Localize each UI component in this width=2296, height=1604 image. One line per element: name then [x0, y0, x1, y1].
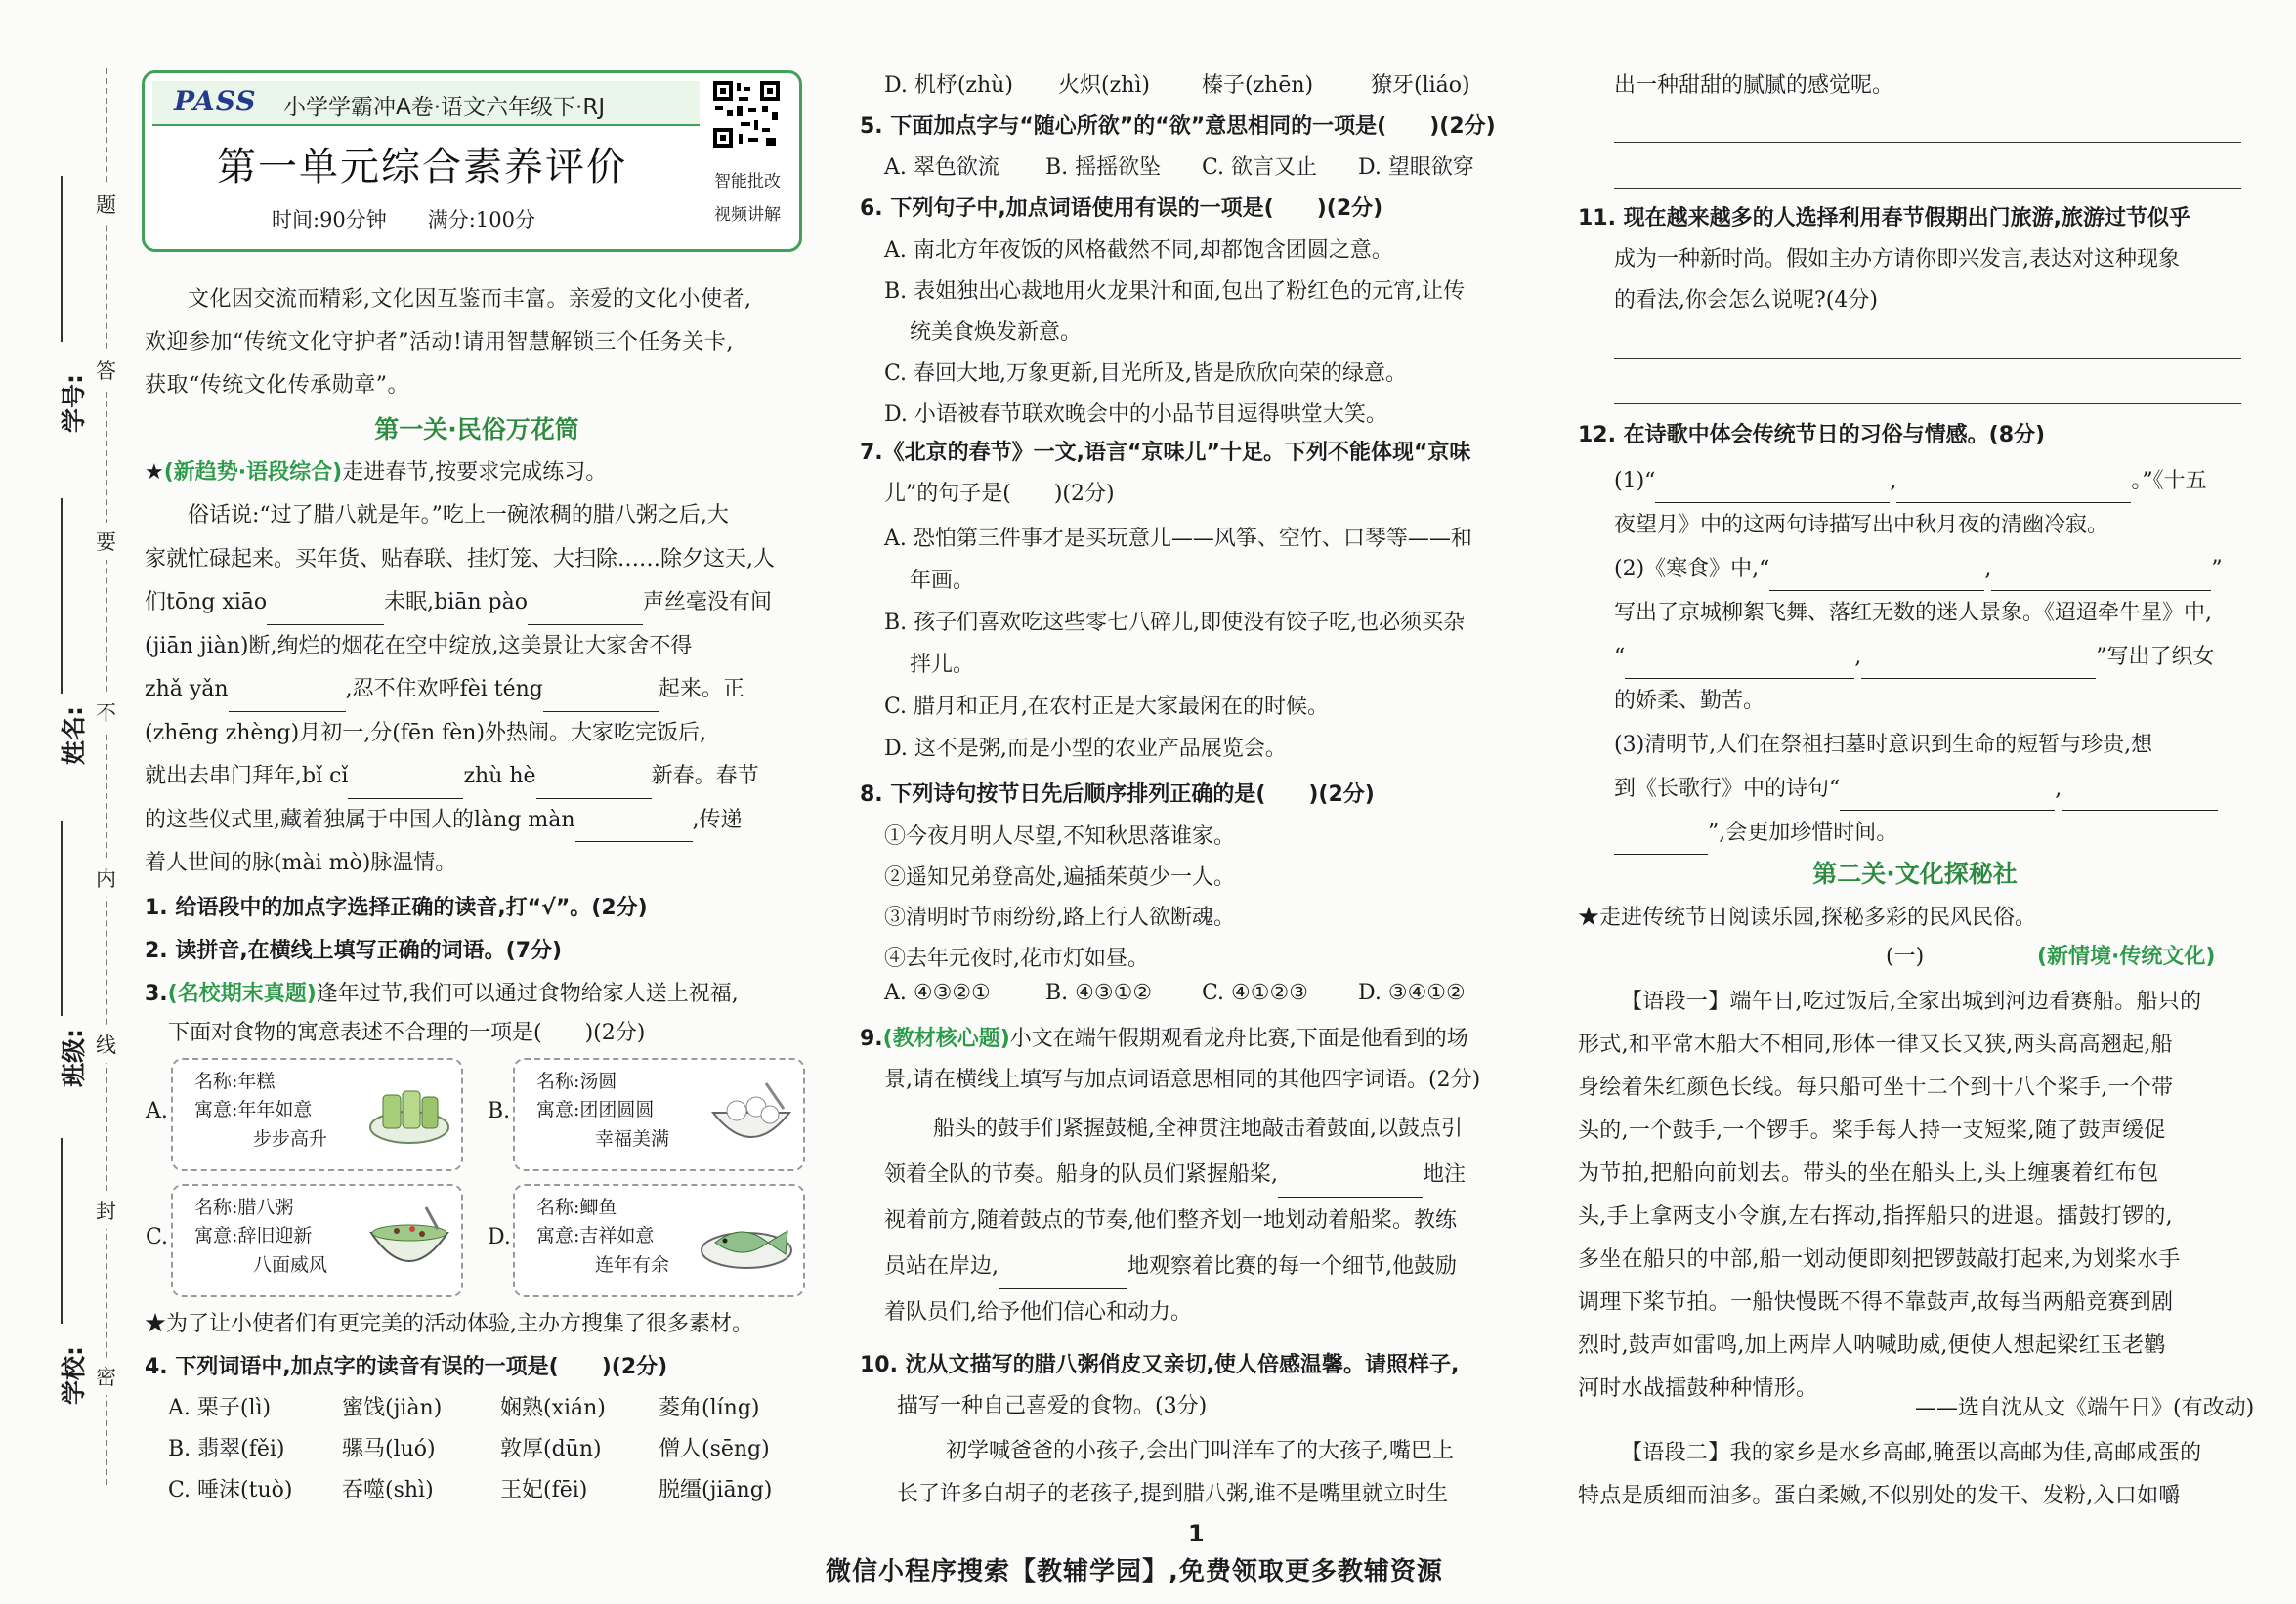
school-line	[61, 1138, 63, 1324]
passage-line: 【语段一】端午日,吃过饭后,全家出城到河边看赛船。船只的	[1621, 990, 2202, 1014]
option[interactable]: C. 腊月和正月,在农村正是大家最闲在的时候。	[884, 695, 1330, 719]
option[interactable]: A. 栗子(lì)	[168, 1396, 272, 1420]
exam-score: 满分:100分	[427, 208, 535, 232]
passage-line: 多坐在船只的中部,船一划动便即刻把锣鼓敲打起来,为划桨水手	[1578, 1247, 2181, 1272]
exam-header	[142, 70, 802, 252]
fold-char: 题	[96, 186, 116, 223]
school-label: 学校:	[60, 1346, 88, 1405]
option[interactable]: 骡马(luó)	[342, 1437, 436, 1461]
fold-char: 线	[96, 1026, 116, 1063]
option-letter: A.	[146, 1099, 168, 1123]
continued-text: 出一种甜甜的腻腻的感觉呢。	[1614, 73, 1894, 98]
option[interactable]: C. ④①②③	[1202, 981, 1308, 1005]
option[interactable]: B. 摇摇欲坠	[1045, 155, 1162, 180]
question-7: 7.《北京的春节》一文,语言“京味儿”十足。下列不能体现“京味	[860, 441, 1471, 465]
reading-passage-2	[1578, 1432, 2252, 1518]
question-12: 12. 在诗歌中体会传统节日的习俗与情感。(8分)	[1578, 423, 2046, 447]
question-4: 4. 下列词语中,加点字的读音有误的一项是( )(2分)	[145, 1355, 668, 1379]
qr-code-icon	[711, 79, 782, 149]
fold-char: 内	[96, 860, 116, 897]
question-7-options	[884, 518, 1529, 770]
option[interactable]: 王妃(fēi)	[500, 1478, 588, 1502]
option[interactable]: B. 翡翠(fěi)	[168, 1437, 285, 1461]
option[interactable]: D. 机杼(zhù)	[884, 73, 1013, 98]
passage-source: ——选自沈从文《端午日》(有改动)	[1915, 1396, 2255, 1420]
passage-line: 形式,和平常木船大不相同,形体一律又长又狭,两头高高翘起,船	[1578, 1033, 2173, 1057]
option[interactable]: 脱缰(jiāng)	[659, 1478, 773, 1502]
binding-margin	[0, 0, 137, 1604]
answer-line[interactable]	[1614, 403, 2241, 404]
option-letter: D.	[488, 1225, 511, 1249]
tangyuan-icon	[707, 1074, 795, 1152]
q12-2: (2)《寒食》中,“ , ”	[1614, 547, 2249, 591]
q12-2-cont: 的娇柔、勤苦。	[1614, 689, 1765, 713]
option[interactable]: D. 这不是粥,而是小型的农业产品展览会。	[884, 737, 1287, 761]
fold-char: 答	[96, 352, 116, 389]
fold-char: 封	[96, 1192, 116, 1229]
question-12-body	[1614, 459, 2249, 855]
fold-char: 要	[96, 523, 116, 560]
laba-porridge-icon	[365, 1200, 453, 1278]
passage-line: 们tōng xiāo 未眠,biān pào 声丝毫没有间	[145, 581, 809, 625]
page-number: 1	[1188, 1520, 1205, 1547]
q12-2b: “ , ”写出了织女	[1614, 635, 2249, 679]
passage-line: 视着前方,随着鼓点的节奏,他们整齐划一地划动着船桨。教练	[884, 1208, 1457, 1233]
option[interactable]: 娴熟(xián)	[500, 1396, 606, 1420]
task-intro: ★走进传统节日阅读乐园,探秘多彩的民风民俗。	[1578, 906, 2036, 930]
fill-blank[interactable]	[2062, 810, 2218, 811]
q12-1-cont: 夜望月》中的这两句诗描写出中秋月夜的清幽冷寂。	[1614, 513, 2109, 537]
intro-line: 获取“传统文化传承勋章”。	[145, 373, 409, 398]
option-card[interactable]	[488, 1058, 805, 1171]
passage-line: 【语段二】我的家乡是水乡高邮,腌蛋以高邮为佳,高邮咸蛋的	[1621, 1441, 2202, 1465]
passage-line: 员站在岸边, 地观察着比赛的每一个细节,他鼓励	[884, 1244, 1529, 1289]
section-title: 第二关·文化探秘社	[1812, 860, 2018, 888]
passage-line: 河时水战擂鼓种种情形。	[1578, 1376, 1818, 1401]
option[interactable]: D. 望眼欲穿	[1358, 155, 1474, 180]
option[interactable]: A. ④③②①	[884, 981, 991, 1005]
student-id-label: 学号:	[60, 374, 88, 433]
intro-line: 文化因交流而精彩,文化因互鉴而丰富。亲爱的文化小使者,	[188, 287, 752, 312]
rice-cake-icon	[365, 1074, 453, 1152]
option-card[interactable]	[488, 1184, 805, 1297]
option[interactable]: C. 欲言又止	[1202, 155, 1318, 180]
option-card[interactable]	[146, 1184, 463, 1297]
option[interactable]: C. 唾沫(tuò)	[168, 1478, 293, 1502]
option-letter: B.	[488, 1099, 511, 1123]
passage-line: 身绘着朱红颜色长线。每只船可坐十二个到十八个桨手,一个带	[1578, 1076, 2174, 1100]
question-6-options	[884, 231, 1529, 436]
question-5: 5. 下面加点字与“随心所欲”的“欲”意思相同的一项是( )(2分)	[860, 114, 1496, 139]
class-label: 班级:	[60, 1029, 88, 1087]
question-8: 8. 下列诗句按节日先后顺序排列正确的是( )(2分)	[860, 782, 1375, 807]
question-11-line3: 的看法,你会怎么说呢?(4分)	[1614, 288, 1878, 313]
question-1: 1. 给语段中的加点字选择正确的读音,打“√”。(2分)	[145, 896, 648, 920]
passage-line: (jiān jiàn)断,绚烂的烟花在空中绽放,这美景让大家舍不得	[145, 633, 693, 658]
passage-line: 的这些仪式里,藏着独属于中国人的làng màn ,传递	[145, 799, 809, 843]
exam-time: 时间:90分钟	[272, 208, 387, 232]
qr-caption: 视频讲解	[714, 205, 781, 225]
intro	[145, 278, 809, 407]
option-text: 名称:年糕 寓意:年年如意 步步高升	[194, 1071, 328, 1150]
option[interactable]: 火炽(zhì)	[1058, 73, 1150, 98]
option[interactable]: 吞噬(shì)	[342, 1478, 434, 1502]
q12-1: (1)“ , 。”《十五	[1614, 459, 2249, 503]
passage-line: zhǎ yǎn ,忍不住欢呼fèi téng 起来。正	[145, 668, 809, 712]
option[interactable]: 敦厚(dūn)	[500, 1437, 602, 1461]
qr-caption: 智能批改	[714, 172, 781, 191]
passage-line: 船头的鼓手们紧握鼓槌,全神贯注地敲击着鼓面,以鼓点引	[933, 1117, 1463, 1141]
passage-line: 就出去串门拜年,bǐ cǐ zhù hè 新春。春节	[145, 755, 809, 799]
poem-line: ④去年元夜时,花市灯如昼。	[884, 946, 1149, 971]
passage-line: 烈时,鼓声如雷鸣,加上两岸人呐喊助威,便使人想起梁红玉老鹳	[1578, 1333, 2166, 1358]
answer-line[interactable]	[1614, 188, 2241, 189]
student-id-line	[61, 176, 63, 342]
page-title: 第一单元综合素养评价	[217, 145, 627, 190]
option-text: 名称:汤圆 寓意:团团圆圆 幸福美满	[536, 1071, 670, 1150]
question-7-line2: 儿”的句子是( )(2分)	[884, 482, 1115, 506]
passage-line: 着队员们,给予他们信心和动力。	[884, 1300, 1192, 1325]
poem-line: ①今夜月明人尽望,不知秋思落谁家。	[884, 824, 1235, 849]
fold-line	[106, 68, 107, 1485]
option-text: 名称:鲫鱼 寓意:吉祥如意 连年有余	[536, 1197, 670, 1276]
tag: (教材核心题)	[882, 1027, 1010, 1051]
question-10-line2: 描写一种自己喜爱的食物。(3分)	[897, 1394, 1208, 1418]
poem-lines	[884, 817, 1235, 979]
passage-line: 俗话说:“过了腊八就是年。”吃上一碗浓稠的腊八粥之后,大	[188, 503, 729, 528]
fill-blank[interactable]	[575, 841, 693, 842]
passage-line: 头的,一个鼓手,一个锣手。桨手每人持一支短桨,随了鼓声缓促	[1578, 1119, 2166, 1143]
q9-passage	[884, 1106, 1529, 1335]
fold-char: 密	[96, 1358, 116, 1395]
option-cont: 统美食焕发新意。	[910, 320, 1083, 345]
task-text: 走进春节,按要求完成练习。	[342, 460, 608, 485]
passage-line: 家就忙碌起来。买年货、贴春联、挂灯笼、大扫除……除夕这天,人	[145, 546, 775, 571]
passage-line: (zhēng zhèng)月初一,分(fēn fèn)外热闹。大家吃完饭后,	[145, 720, 707, 745]
fold-char: 不	[96, 694, 116, 731]
option[interactable]: 獠牙(liáo)	[1371, 73, 1470, 98]
option[interactable]: C. 春回大地,万象更新,目光所及,皆是欣欣向荣的绿意。	[884, 361, 1408, 386]
option-cont: 拌儿。	[910, 653, 975, 677]
q12-2-cont: 写出了京城柳絮飞舞、落红无数的迷人景象。《迢迢牵牛星》中,	[1614, 601, 2212, 625]
tag: (名校期末真题)	[167, 982, 317, 1006]
question-11: 11. 现在越来越多的人选择利用春节假期出门旅游,旅游过节似乎	[1578, 206, 2190, 231]
passage-line: 着人世间的脉(mài mò)脉温情。	[145, 851, 457, 875]
option[interactable]: B. 表姐独出心裁地用火龙果汁和面,包出了粉红色的元宵,让传	[884, 279, 1466, 304]
passage-line: 长了许多白胡子的老孩子,提到腊八粥,谁不是嘴里就立时生	[897, 1482, 1448, 1506]
option-cont: 年画。	[910, 569, 975, 593]
part-number: (一)	[1886, 945, 1925, 969]
series-title: 小学学霸冲A卷·语文六年级下·RJ	[283, 95, 606, 120]
option[interactable]: A. 恐怕第三件事才是买玩意儿——风筝、空竹、口琴等——和	[884, 527, 1472, 551]
passage-line: 初学喊爸爸的小孩子,会出门叫洋车了的大孩子,嘴巴上	[946, 1439, 1454, 1463]
question-11-line2: 成为一种新时尚。假如主办方请你即兴发言,表达对这种现象	[1614, 247, 2180, 272]
option-card[interactable]	[146, 1058, 463, 1171]
answer-line[interactable]	[1614, 358, 2241, 359]
name-line	[61, 498, 63, 694]
option[interactable]: B. ④③①②	[1045, 981, 1153, 1005]
class-line	[61, 821, 63, 1016]
question-3-line2: 下面对食物的寓意表述不合理的一项是( )(2分)	[168, 1021, 646, 1045]
option[interactable]: 榛子(zhēn)	[1202, 73, 1314, 98]
task-intro: ★为了让小使者们有更完美的活动体验,主办方搜集了很多素材。	[145, 1312, 753, 1336]
question-9-line2: 景,请在横线上填写与加点词语意思相同的其他四字词语。(2分)	[884, 1068, 1481, 1092]
q10-passage	[897, 1430, 1532, 1516]
intro-line: 欢迎参加“传统文化守护者”活动!请用智慧解锁三个任务关卡,	[145, 330, 734, 355]
passage-line: 头,手上拿两支小令旗,左右挥动,指挥船只的进退。擂鼓打锣的,	[1578, 1204, 2173, 1229]
option[interactable]: 菱角(líng)	[659, 1396, 760, 1420]
exam-meta	[272, 204, 535, 233]
reading-passage-1	[1578, 981, 2252, 1411]
fill-blank[interactable]	[1861, 678, 2096, 679]
question-10: 10. 沈从文描写的腊八粥俏皮又亲切,使人倍感温馨。请照样子,	[860, 1353, 1460, 1377]
footer-ad: 微信小程序搜索【教辅学园】,免费领取更多教辅资源	[826, 1557, 1443, 1586]
passage-line: 调理下桨节拍。一船快慢既不得不靠鼓声,故每当两船竞赛到剧	[1578, 1290, 2174, 1315]
option[interactable]: A. 翠色欲流	[884, 155, 999, 180]
passage-line: 为节拍,把船向前划去。带头的坐在船头上,头上缠裹着红布包	[1578, 1161, 2159, 1186]
option[interactable]: B. 孩子们喜欢吃这些零七八碎儿,即使没有饺子吃,也必须买杂	[884, 611, 1466, 635]
option-letter: C.	[146, 1225, 169, 1249]
passage	[145, 494, 809, 886]
pass-logo: PASS	[174, 85, 257, 117]
task-intro: ★(新趋势·语段综合)走进春节,按要求完成练习。	[145, 460, 608, 485]
question-9: 9.(教材核心题)小文在端午假期观看龙舟比赛,下面是他看到的场	[860, 1027, 1468, 1051]
option[interactable]: D. ③④①②	[1358, 981, 1466, 1005]
tag: (新趋势·语段综合)	[163, 460, 343, 485]
q12-3b: 到《长歌行》中的诗句“ ,	[1614, 767, 2249, 811]
tag: (新情境·传统文化)	[2037, 945, 2216, 969]
fish-icon	[698, 1200, 795, 1278]
q12-3: (3)清明节,人们在祭祖扫墓时意识到生命的短暂与珍贵,想	[1614, 733, 2153, 757]
passage-line: 特点是质细而油多。蛋白柔嫩,不似别处的发干、发粉,入口如嚼	[1578, 1484, 2181, 1508]
option[interactable]: A. 南北方年夜饭的风格截然不同,却都饱含团圆之意。	[884, 238, 1393, 263]
question-6: 6. 下列句子中,加点词语使用有误的一项是( )(2分)	[860, 196, 1383, 221]
section-title: 第一关·民俗万花筒	[374, 415, 579, 443]
option[interactable]: D. 小语被春节联欢晚会中的小品节目逗得哄堂大笑。	[884, 402, 1387, 427]
question-3: 3.(名校期末真题)逢年过节,我们可以通过食物给家人送上祝福,	[145, 982, 739, 1006]
poem-line: ②遥知兄弟登高处,遍插茱萸少一人。	[884, 865, 1235, 890]
option-text: 名称:腊八粥 寓意:辞旧迎新 八面威风	[194, 1197, 328, 1276]
name-label: 姓名:	[60, 706, 88, 765]
answer-line[interactable]	[1614, 142, 2241, 143]
passage-line: 领着全队的节奏。船身的队员们紧握船桨, 地注	[884, 1152, 1529, 1198]
question-2: 2. 读拼音,在横线上填写正确的词语。(7分)	[145, 939, 563, 963]
option[interactable]: 蜜饯(jiàn)	[342, 1396, 443, 1420]
option[interactable]: 僧人(sēng)	[659, 1437, 770, 1461]
poem-line: ③清明时节雨纷纷,路上行人欲断魂。	[884, 906, 1235, 930]
q12-3c: ”,会更加珍惜时间。	[1614, 811, 2249, 855]
